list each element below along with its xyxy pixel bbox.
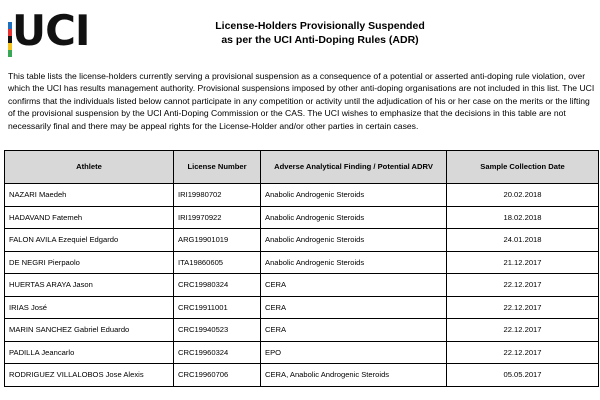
- cell-date: 22.12.2017: [447, 296, 599, 319]
- cell-finding: CERA: [261, 319, 447, 342]
- header-sample-date: Sample Collection Date: [447, 151, 599, 184]
- uci-logo: [8, 6, 112, 55]
- cell-athlete: NAZARI Maedeh: [5, 184, 174, 207]
- cell-athlete: MARIN SANCHEZ Gabriel Eduardo: [5, 319, 174, 342]
- cell-license: ARG19901019: [174, 229, 261, 252]
- cell-finding: CERA, Anabolic Androgenic Steroids: [261, 364, 447, 387]
- cell-finding: Anabolic Androgenic Steroids: [261, 229, 447, 252]
- cell-license: CRC19960706: [174, 364, 261, 387]
- cell-license: CRC19940523: [174, 319, 261, 342]
- cell-license: CRC19960324: [174, 341, 261, 364]
- cell-date: 22.12.2017: [447, 341, 599, 364]
- logo-text: UCI: [12, 6, 90, 55]
- table-row: [5, 274, 599, 297]
- title-line-1: License-Holders Provisionally Suspended: [215, 20, 425, 32]
- cell-date: 21.12.2017: [447, 251, 599, 274]
- title-line-2: as per the UCI Anti-Doping Rules (ADR): [221, 34, 419, 46]
- header-athlete: Athlete: [5, 151, 174, 184]
- cell-athlete: HADAVAND Fatemeh: [5, 206, 174, 229]
- suspensions-table: [4, 150, 599, 387]
- cell-finding: Anabolic Androgenic Steroids: [261, 184, 447, 207]
- header-finding: Adverse Analytical Finding / Potential ADRV: [261, 151, 447, 184]
- cell-license: ITA19860605: [174, 251, 261, 274]
- table-row: [5, 341, 599, 364]
- cell-date: 22.12.2017: [447, 274, 599, 297]
- cell-date: 24.01.2018: [447, 229, 599, 252]
- cell-license: CRC19980324: [174, 274, 261, 297]
- table-row: [5, 229, 599, 252]
- cell-finding: CERA: [261, 296, 447, 319]
- cell-finding: EPO: [261, 341, 447, 364]
- document-title: [160, 19, 480, 47]
- intro-paragraph: This table lists the license-holders currently serving a provisional suspension as a consequence of a potential or asserted anti-doping rule violation, over which the UCI has results management authority. Provisional suspensions imposed by other anti-doping organisations are not included in this list. The UCI confirms that the individuals listed below cannot participate in any competition or activity until the adjudication of his or her case on the merits or the lifting of the provisional suspension by the UCI Anti-Doping Commission or the CAS. The UCI wishes to emphasize that the decisions in this table are not necessarily final and there may be appeal rights for the License-Holder and/or other parties in certain cases.: [8, 71, 595, 131]
- table-row: [5, 296, 599, 319]
- cell-athlete: IRIAS José: [5, 296, 174, 319]
- cell-athlete: PADILLA Jeancarlo: [5, 341, 174, 364]
- table-row: [5, 364, 599, 387]
- cell-license: IRI19980702: [174, 184, 261, 207]
- header-license-number: License Number: [174, 151, 261, 184]
- cell-finding: Anabolic Androgenic Steroids: [261, 251, 447, 274]
- table-row: [5, 319, 599, 342]
- cell-date: 05.05.2017: [447, 364, 599, 387]
- table-row: [5, 251, 599, 274]
- cell-finding: Anabolic Androgenic Steroids: [261, 206, 447, 229]
- cell-date: 22.12.2017: [447, 319, 599, 342]
- table-row: [5, 206, 599, 229]
- cell-athlete: FALON AVILA Ezequiel Edgardo: [5, 229, 174, 252]
- cell-athlete: HUERTAS ARAYA Jason: [5, 274, 174, 297]
- cell-date: 18.02.2018: [447, 206, 599, 229]
- cell-athlete: RODRIGUEZ VILLALOBOS Jose Alexis: [5, 364, 174, 387]
- cell-date: 20.02.2018: [447, 184, 599, 207]
- table-header-row: [5, 151, 599, 184]
- cell-finding: CERA: [261, 274, 447, 297]
- cell-athlete: DE NEGRI Pierpaolo: [5, 251, 174, 274]
- cell-license: CRC19911001: [174, 296, 261, 319]
- cell-license: IRI19970922: [174, 206, 261, 229]
- table-row: [5, 184, 599, 207]
